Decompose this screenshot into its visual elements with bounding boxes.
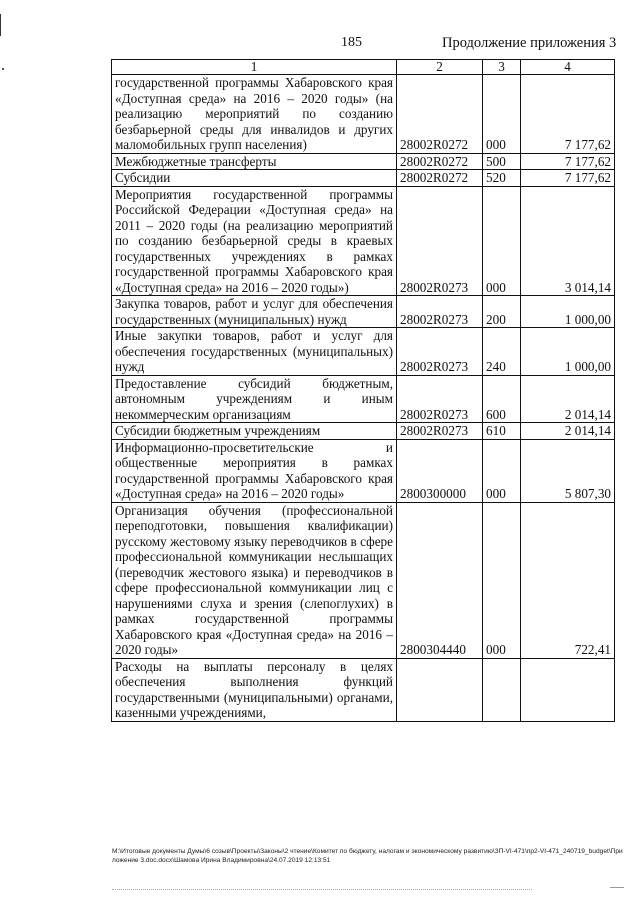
- target-article-cell: 28002R0273: [397, 296, 483, 328]
- expense-type-cell: 520: [483, 170, 521, 187]
- table-header-row: [112, 60, 615, 75]
- target-article-cell: [397, 658, 483, 721]
- column-header: 4: [521, 60, 615, 75]
- document-file-path: М:\Итоговые документы Думы\6 созыв\Проекты\Законы\2 чтение\Комитет по бюджету, налогам и экономическому развитию\ЗП-VI-471\пр2-VI-471_240719_budget\Приложение 3.doc.docx\Шамова Ирина Владимировна\24.07.2019 12:13:51: [112, 848, 623, 864]
- expense-type-cell: 000: [483, 439, 521, 502]
- target-article-cell: 28002R0273: [397, 186, 483, 296]
- expense-name-cell: Расходы на выплаты персоналу в целях обеспечения выполнения функций государственными (муниципальными) органами, казенными учреждениями,: [112, 658, 397, 721]
- expense-type-cell: [483, 658, 521, 721]
- expense-type-cell: 610: [483, 423, 521, 440]
- column-header: 3: [483, 60, 521, 75]
- table-row: [112, 439, 615, 502]
- budget-table: [111, 59, 615, 722]
- target-article-cell: 28002R0273: [397, 375, 483, 423]
- target-article-cell: 28002R0272: [397, 153, 483, 170]
- table-row: [112, 75, 615, 154]
- target-article-cell: 28002R0272: [397, 170, 483, 187]
- expense-type-cell: 500: [483, 153, 521, 170]
- table-row: [112, 423, 615, 440]
- amount-cell: 2 014,14: [521, 375, 615, 423]
- column-header: 1: [112, 60, 397, 75]
- table-row: [112, 296, 615, 328]
- amount-cell: [521, 658, 615, 721]
- expense-name-cell: Мероприятия государственной программы Российской Федерации «Доступная среда» на 2011 – 2020 годы (на реализацию мероприятий по созданию безбарьерной среды в краевых государственных учреждениях в рамках государственной программы Хабаровского края «Доступная среда» на 2016 – 2020 годы»): [112, 186, 397, 296]
- scan-bottom-dash: [610, 887, 624, 888]
- page-number: 185: [341, 35, 362, 50]
- expense-type-cell: 000: [483, 75, 521, 154]
- expense-name-cell: Закупка товаров, работ и услуг для обеспечения государственных (муниципальных) нужд: [112, 296, 397, 328]
- scan-dot: [2, 68, 4, 70]
- amount-cell: 1 000,00: [521, 296, 615, 328]
- table-row: [112, 170, 615, 187]
- table-row: [112, 375, 615, 423]
- table-row: [112, 502, 615, 658]
- expense-type-cell: 600: [483, 375, 521, 423]
- expense-name-cell: Предоставление субсидий бюджетным, автономным учреждениям и иным некоммерческим организациям: [112, 375, 397, 423]
- table-row: [112, 328, 615, 376]
- column-header: 2: [397, 60, 483, 75]
- amount-cell: 5 807,30: [521, 439, 615, 502]
- expense-name-cell: Субсидии: [112, 170, 397, 187]
- expense-name-cell: Иные закупки товаров, работ и услуг для обеспечения государственных (муниципальных) нужд: [112, 328, 397, 376]
- amount-cell: 1 000,00: [521, 328, 615, 376]
- target-article-cell: 28002R0272: [397, 75, 483, 154]
- table-row: [112, 186, 615, 296]
- table-row: [112, 658, 615, 721]
- expense-name-cell: Информационно-просветительские и общественные мероприятия в рамках государственной программы Хабаровского края «Доступная среда» на 2016 – 2020 годы»: [112, 439, 397, 502]
- expense-name-cell: Межбюджетные трансферты: [112, 153, 397, 170]
- amount-cell: 722,41: [521, 502, 615, 658]
- target-article-cell: 2800304440: [397, 502, 483, 658]
- scan-bottom-artifact: [112, 889, 532, 891]
- amount-cell: 3 014,14: [521, 186, 615, 296]
- expense-type-cell: 200: [483, 296, 521, 328]
- scan-edge-mark: [0, 14, 1, 36]
- expense-name-cell: Организация обучения (профессиональной переподготовки, повышения квалификации) русскому жестовому языку переводчиков в сфере профессиональной коммуникации неслышащих (переводчик жестового языка) и переводчиков в сфере профессиональной коммуникации лиц с нарушениями слуха и зрения (слепоглухих) в рамках государственной программы Хабаровского края «Доступная среда» на 2016 – 2020 годы»: [112, 502, 397, 658]
- expense-name-cell: Субсидии бюджетным учреждениям: [112, 423, 397, 440]
- target-article-cell: 2800300000: [397, 439, 483, 502]
- amount-cell: 2 014,14: [521, 423, 615, 440]
- target-article-cell: 28002R0273: [397, 328, 483, 376]
- table-row: [112, 153, 615, 170]
- appendix-continuation-note: Продолжение приложения 3: [442, 35, 617, 51]
- expense-type-cell: 000: [483, 186, 521, 296]
- amount-cell: 7 177,62: [521, 170, 615, 187]
- expense-type-cell: 240: [483, 328, 521, 376]
- amount-cell: 7 177,62: [521, 153, 615, 170]
- target-article-cell: 28002R0273: [397, 423, 483, 440]
- amount-cell: 7 177,62: [521, 75, 615, 154]
- expense-name-cell: государственной программы Хабаровского края «Доступная среда» на 2016 – 2020 годы» (на реализацию мероприятий по созданию безбарьерной среды для инвалидов и других маломобильных групп населения): [112, 75, 397, 154]
- expense-type-cell: 000: [483, 502, 521, 658]
